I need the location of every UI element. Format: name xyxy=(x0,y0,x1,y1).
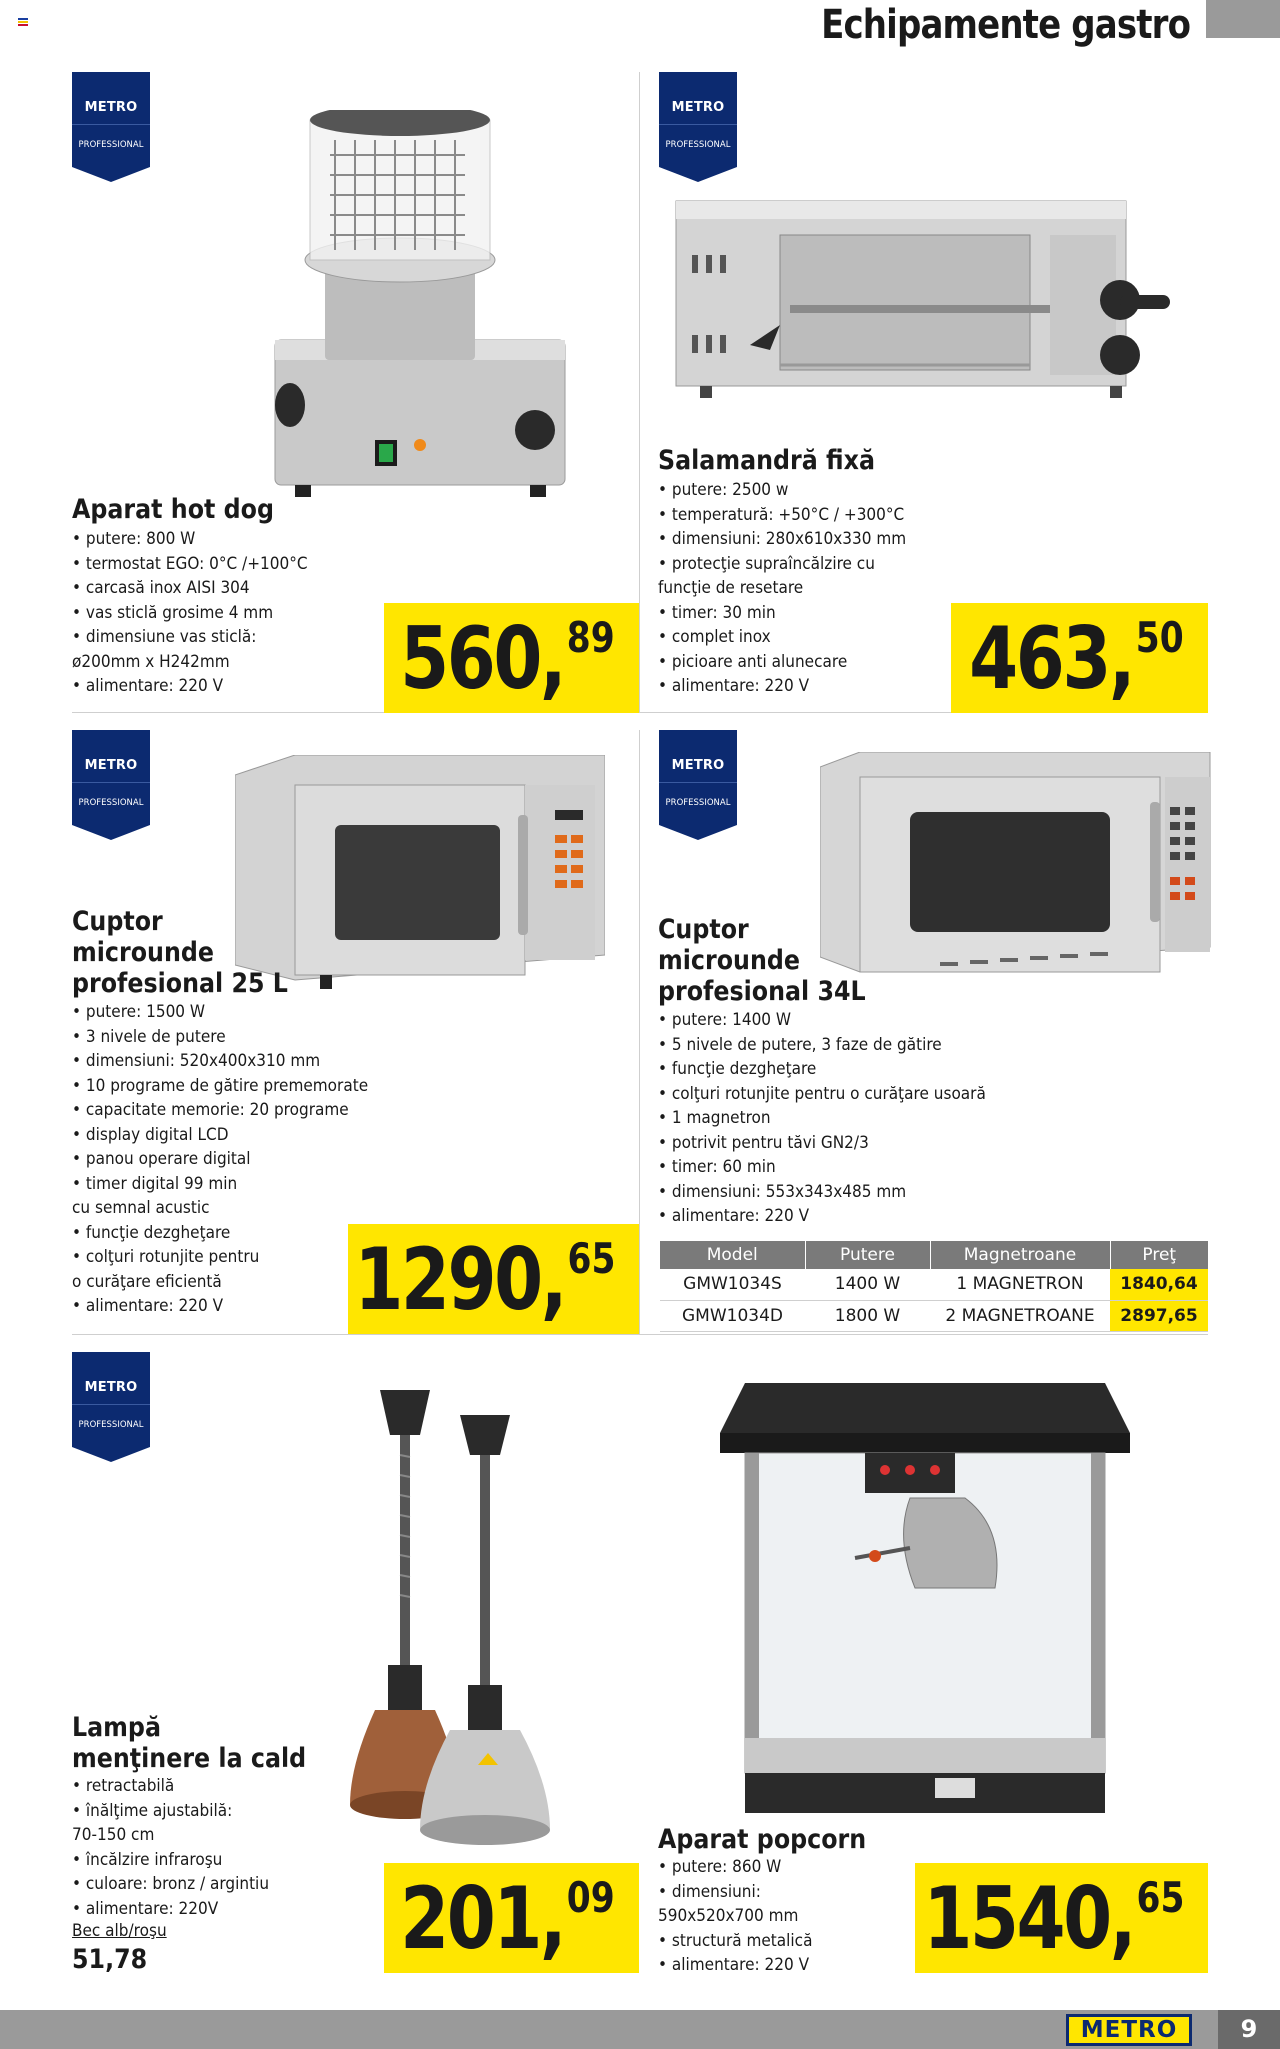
spec-list-hotdog: • putere: 800 W • termostat EGO: 0°C /+100°C • carcasă inox AISI 304 • vas sticlă grosime 4 mm • dimensiune vas sticlă: ø200mm x H242mm • alimentare: 220 V xyxy=(72,529,308,696)
bulb-price: 51,78 xyxy=(72,1944,148,1975)
product-name-microunde34: Cuptor microunde profesional 34L xyxy=(658,914,866,1007)
microwave-34l-image xyxy=(820,752,1215,982)
table-row: GMW1034S 1400 W 1 MAGNETRON 1840,64 xyxy=(660,1269,1208,1300)
page-title: Echipamente gastro xyxy=(821,2,1190,48)
popcorn-machine-image xyxy=(715,1378,1135,1818)
page-number: 9 xyxy=(1218,2010,1280,2049)
header-tab xyxy=(1206,0,1280,38)
metro-professional-badge: METRO PROFESSIONAL xyxy=(659,72,737,182)
spec-list-popcorn: • putere: 860 W • dimensiuni: 590x520x700 mm • structură metalică • alimentare: 220 V xyxy=(658,1857,813,1975)
microwave-25l-image xyxy=(235,755,605,990)
table-header-row: Model Putere Magnetroane Preţ xyxy=(660,1241,1208,1269)
metro-professional-badge: METRO PROFESSIONAL xyxy=(72,730,150,840)
spec-list-lampa: • retractabilă • înălţime ajustabilă: 70-150 cm • încălzire infraroşu • culoare: bronz / argintiu • alimentare: 220V xyxy=(72,1776,270,1919)
product-name-lampa: Lampă menţinere la cald xyxy=(72,1712,307,1774)
metro-professional-badge: METRO PROFESSIONAL xyxy=(72,1352,150,1462)
bulb-price-label: Bec alb/roşu xyxy=(72,1921,167,1941)
price-tag-hotdog: 560,89 xyxy=(384,603,639,713)
flag-icon xyxy=(18,18,28,26)
divider xyxy=(639,72,640,712)
salamander-grill-image xyxy=(670,195,1170,405)
divider xyxy=(72,1334,1208,1335)
model-price-table xyxy=(660,1241,1208,1332)
product-name-popcorn: Aparat popcorn xyxy=(658,1824,867,1855)
price-tag-salamandra: 463,50 xyxy=(951,603,1208,713)
spec-list-microunde34: • putere: 1400 W • 5 nivele de putere, 3 faze de gătire • funcţie dezgheţare • colţuri rotunjite pentru o curăţare usoară • 1 magnetron • potrivit pentru tăvi GN2/3 • timer: 60 min • dimensiuni: 553x343x485 mm • alimentare: 220 V xyxy=(658,1010,986,1226)
hotdog-machine-image xyxy=(265,110,575,510)
product-name-salamandra: Salamandră fixă xyxy=(658,445,876,476)
metro-professional-badge: METRO PROFESSIONAL xyxy=(659,730,737,840)
page-header xyxy=(0,0,1280,48)
price-tag-microunde25: 1290,65 xyxy=(348,1224,639,1334)
price-tag-popcorn: 1540,65 xyxy=(915,1863,1208,1973)
table-row: GMW1034D 1800 W 2 MAGNETROANE 2897,65 xyxy=(660,1300,1208,1331)
metro-logo: METRO xyxy=(1066,2014,1192,2046)
heat-lamp-image xyxy=(350,1385,570,1855)
product-name-microunde25: Cuptor microunde profesional 25 L xyxy=(72,906,288,999)
spec-list-microunde25: • putere: 1500 W • 3 nivele de putere • dimensiuni: 520x400x310 mm • 10 programe de gătire prememorate • capacitate memorie: 20 programe • display digital LCD • panou operare digital • timer digital 99 min cu semnal acustic • funcţie dezgheţare • colţuri rotunjite pentru o curăţare eficientă • alimentare: 220 V xyxy=(72,1002,369,1316)
spec-list-salamandra: • putere: 2500 w • temperatură: +50°C / +300°C • dimensiuni: 280x610x330 mm • protecţie supraîncălzire cu funcţie de resetare • timer: 30 min • complet inox • picioare anti alunecare • alimentare: 220 V xyxy=(658,480,907,696)
product-name-hotdog: Aparat hot dog xyxy=(72,494,275,525)
price-tag-lampa: 201,09 xyxy=(384,1863,639,1973)
page-footer xyxy=(0,2010,1280,2049)
divider xyxy=(639,730,640,1334)
metro-professional-badge: METRO PROFESSIONAL xyxy=(72,72,150,182)
